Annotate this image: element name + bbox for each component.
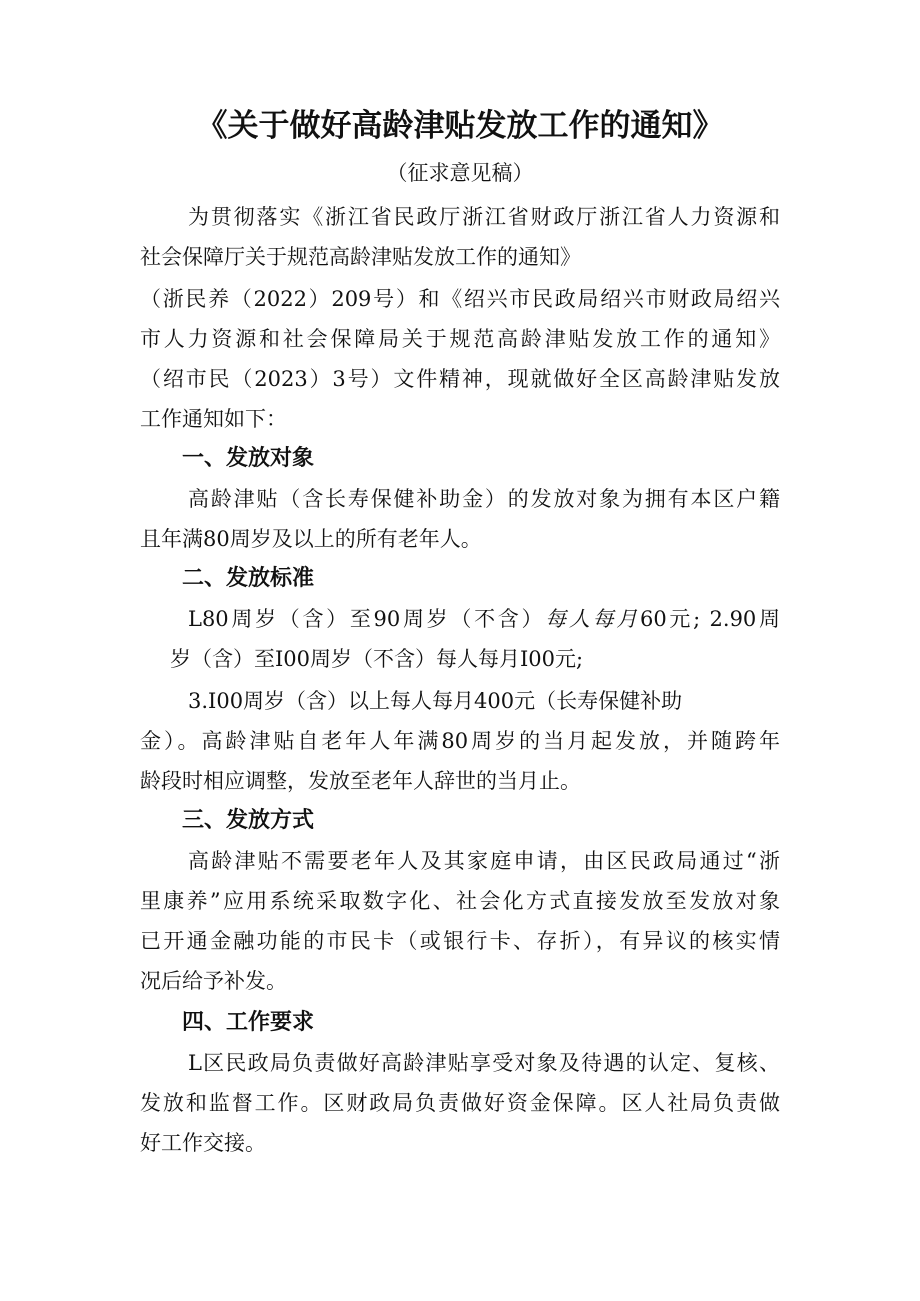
section1-line: 且年满80周岁及以上的所有老年人。: [140, 527, 482, 551]
section-heading-standards: 二、发放标准: [182, 566, 315, 591]
section2-line: 龄段时相应调整，发放至老年人辞世的当月止。: [140, 769, 581, 793]
section3-line: 里康养”应用系统采取数字化、社会化方式直接发放至发放对象: [140, 889, 780, 913]
section-heading-targets: 一、发放对象: [182, 446, 315, 471]
section-heading-requirements: 四、工作要求: [182, 1010, 315, 1035]
section2-line: [188, 602, 780, 636]
section3-line: 已开通金融功能的市民卡（或银行卡、存折），有异议的核实情: [140, 929, 780, 953]
section4-line: 好工作交接。: [140, 1131, 266, 1155]
intro-line: 市人力资源和社会保障局关于规范高龄津贴发放工作的通知》: [140, 327, 780, 351]
intro-line: （绍市民（2023）3号）文件精神，现就做好全区高龄津贴发放: [140, 367, 780, 391]
section4-line: 发放和监督工作。区财政局负责做好资金保障。区人社局负责做: [140, 1091, 780, 1115]
section2-line: 岁（含）至I00周岁（不含）每人每月I00元;: [170, 647, 584, 671]
section3-line: 高龄津贴不需要老年人及其家庭申请，由区民政局通过“浙: [188, 849, 780, 873]
section4-line: L区民政局负责做好高龄津贴享受对象及待遇的认定、复核、: [188, 1051, 780, 1075]
section-heading-method: 三、发放方式: [182, 808, 315, 833]
intro-line: 工作通知如下：: [140, 407, 287, 431]
section2-line1-part-c: 60元; 2.90周: [639, 607, 780, 631]
section3-line: 况后给予补发。: [140, 969, 287, 993]
intro-line: 社会保障厅关于规范高龄津贴发放工作的通知》: [140, 245, 581, 269]
document-subtitle: （征求意见稿）: [386, 161, 534, 185]
section2-line1-italic: 每人每月: [545, 607, 640, 631]
section2-line: 金）。高龄津贴自老年人年满80周岁的当月起发放，并随跨年: [140, 729, 780, 753]
intro-line: 为贯彻落实《浙江省民政厅浙江省财政厅浙江省人力资源和: [188, 205, 780, 229]
section2-line: 3.I00周岁（含）以上每人每月400元（长寿保健补助: [188, 689, 683, 713]
section1-line: 高龄津贴（含长寿保健补助金）的发放对象为拥有本区户籍: [188, 487, 780, 511]
document-title: 《关于做好高龄津贴发放工作的通知》: [196, 108, 724, 144]
intro-line: （浙民养（2022）209号）和《绍兴市民政局绍兴市财政局绍兴: [140, 287, 780, 311]
section2-line1-part-a: L80周岁（含）至90周岁（不含）: [188, 607, 546, 631]
